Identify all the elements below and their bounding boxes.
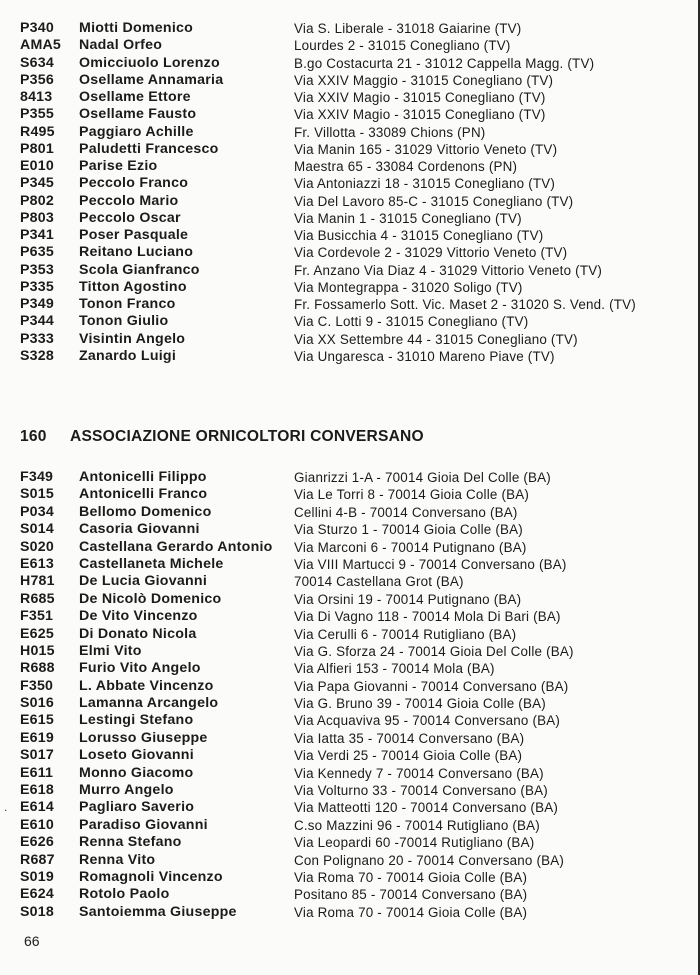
page-number: 66 (24, 933, 40, 949)
member-code: E619 (20, 729, 54, 746)
member-name: Poser Pasquale (79, 227, 189, 243)
member-row (0, 55, 700, 72)
member-name: Zanardo Luigi (79, 347, 177, 364)
member-code: R688 (20, 660, 55, 677)
member-row (0, 331, 700, 348)
member-address: Via Antoniazzi 18 - 31015 Conegliano (TV) (294, 176, 556, 192)
member-address: Via G. Bruno 39 - 70014 Gioia Colle (BA) (294, 696, 546, 712)
member-code: H781 (20, 573, 55, 590)
member-code: E626 (20, 834, 54, 851)
member-row (0, 175, 700, 192)
member-row (0, 539, 700, 556)
member-code: P355 (20, 106, 54, 123)
member-code: S018 (20, 903, 54, 920)
member-row (0, 747, 700, 764)
member-name: Santoiemma Giuseppe (79, 903, 237, 920)
member-name: Elmi Vito (79, 642, 142, 659)
member-row (0, 695, 700, 712)
member-name: Paggiaro Achille (79, 123, 194, 140)
member-list-section-2 (0, 469, 700, 921)
member-address: Via XXIV Magio - 31015 Conegliano (TV) (294, 90, 546, 105)
member-name: Paludetti Francesco (79, 140, 219, 157)
member-code: P803 (20, 209, 54, 226)
member-address: Lourdes 2 - 31015 Conegliano (TV) (294, 38, 511, 54)
member-name: De Vito Vincenzo (79, 608, 198, 625)
member-address: Via Kennedy 7 - 70014 Conversano (BA) (294, 765, 544, 781)
member-name: Lestingi Stefano (79, 712, 194, 729)
member-address: Via Marconi 6 - 70014 Putignano (BA) (294, 539, 527, 555)
member-row (0, 834, 700, 851)
member-code: S016 (20, 695, 54, 712)
member-row (0, 469, 700, 486)
member-address: Via Volturno 33 - 70014 Conversano (BA) (294, 783, 548, 799)
member-name: Tonon Franco (79, 296, 176, 312)
member-address: Fr. Anzano Via Diaz 4 - 31029 Vittorio Veneto (TV) (294, 262, 602, 278)
member-address: Via Cerulli 6 - 70014 Rutigliano (BA) (294, 626, 517, 642)
member-name: Lorusso Giuseppe (79, 729, 208, 746)
member-row (0, 799, 700, 816)
member-row (0, 782, 700, 799)
member-name: Loseto Giovanni (79, 747, 194, 764)
member-name: Parise Ezio (79, 158, 158, 174)
member-code: F350 (20, 677, 54, 694)
member-row (0, 37, 700, 54)
member-code: E615 (20, 712, 54, 729)
member-name: Casoria Giovanni (79, 521, 200, 538)
member-code: P353 (20, 261, 54, 278)
member-row (0, 730, 700, 747)
member-address: Maestra 65 - 33084 Cordenons (PN) (294, 159, 518, 174)
member-code: E010 (20, 158, 54, 174)
member-row (0, 193, 700, 210)
member-row (0, 227, 700, 244)
member-name: Bellomo Domenico (79, 503, 212, 520)
member-name: Miotti Domenico (79, 20, 194, 36)
member-code: P335 (20, 278, 54, 295)
member-name: Castellana Gerardo Antonio (79, 538, 273, 555)
member-row (0, 678, 700, 695)
member-name: L. Abbate Vincenzo (79, 677, 214, 694)
stray-mark: . (4, 800, 8, 814)
member-name: Nadal Orfeo (79, 37, 163, 54)
member-name: Scola Gianfranco (79, 261, 200, 278)
member-row (0, 643, 700, 660)
member-address: Via Iatta 35 - 70014 Conversano (BA) (294, 730, 525, 746)
member-address: Via Manin 165 - 31029 Vittorio Veneto (TV) (294, 141, 558, 157)
member-name: Castellaneta Michele (79, 555, 224, 572)
member-row (0, 20, 700, 37)
member-row (0, 521, 700, 538)
member-name: Peccolo Oscar (79, 209, 181, 226)
member-row (0, 486, 700, 503)
member-address: Gianrizzi 1-A - 70014 Gioia Del Colle (BA) (294, 470, 551, 485)
member-name: Furio Vito Angelo (79, 660, 201, 677)
member-address: Via Acquaviva 95 - 70014 Conversano (BA) (294, 713, 561, 729)
member-address: Via Manin 1 - 31015 Conegliano (TV) (294, 210, 522, 226)
member-name: Renna Stefano (79, 834, 182, 851)
member-row (0, 869, 700, 886)
member-code: P802 (20, 192, 54, 209)
member-code: F351 (20, 608, 54, 625)
section-title: ASSOCIAZIONE ORNICOLTORI CONVERSANO (70, 428, 424, 445)
member-list-section-1 (0, 20, 700, 365)
member-row (0, 591, 700, 608)
member-address: Fr. Villotta - 33089 Chions (PN) (294, 124, 486, 140)
member-code: P801 (20, 140, 54, 157)
member-address: C.so Mazzini 96 - 70014 Rutigliano (BA) (294, 817, 540, 833)
member-code: E611 (20, 764, 54, 781)
member-name: Omicciuolo Lorenzo (79, 54, 220, 71)
member-address: Via C. Lotti 9 - 31015 Conegliano (TV) (294, 314, 529, 330)
member-address: Via Busicchia 4 - 31015 Conegliano (TV) (294, 228, 544, 243)
member-address: Con Polignano 20 - 70014 Conversano (BA) (294, 852, 565, 868)
member-row (0, 313, 700, 330)
member-code: P345 (20, 175, 54, 192)
member-row (0, 886, 700, 903)
member-row (0, 852, 700, 869)
member-row (0, 556, 700, 573)
member-row (0, 279, 700, 296)
member-address: 70014 Castellana Grot (BA) (294, 574, 464, 590)
member-code: E614 (20, 799, 54, 816)
member-address: Via S. Liberale - 31018 Gaiarine (TV) (294, 21, 522, 36)
member-name: Renna Vito (79, 851, 156, 868)
section-number: 160 (20, 428, 47, 445)
member-name: Antonicelli Filippo (79, 469, 207, 485)
member-name: Murro Angelo (79, 782, 174, 799)
member-name: Reitano Luciano (79, 244, 194, 261)
member-name: Peccolo Franco (79, 175, 189, 192)
member-name: De Lucia Giovanni (79, 573, 208, 590)
member-row (0, 765, 700, 782)
member-address: Via Papa Giovanni - 70014 Conversano (BA) (294, 678, 569, 694)
member-address: Via Leopardi 60 -70014 Rutigliano (BA) (294, 835, 535, 851)
member-code: P333 (20, 330, 54, 347)
member-name: Osellame Fausto (79, 106, 197, 123)
member-address: Via XXIV Magio - 31015 Conegliano (TV) (294, 107, 546, 123)
member-name: Romagnoli Vincenzo (79, 868, 223, 885)
member-code: S015 (20, 486, 54, 503)
member-code: R685 (20, 590, 55, 607)
member-row (0, 626, 700, 643)
member-row (0, 712, 700, 729)
member-code: P349 (20, 296, 54, 312)
member-code: E624 (20, 886, 54, 903)
member-address: Via XXIV Maggio - 31015 Conegliano (TV) (294, 72, 554, 88)
member-row (0, 348, 700, 365)
member-row (0, 904, 700, 921)
member-row (0, 141, 700, 158)
member-address: Via Montegrappa - 31020 Soligo (TV) (294, 279, 523, 295)
member-row (0, 504, 700, 521)
member-name: Di Donato Nicola (79, 625, 197, 642)
member-row (0, 262, 700, 279)
member-name: Monno Giacomo (79, 764, 194, 781)
member-code: P356 (20, 71, 54, 88)
member-code: P341 (20, 227, 54, 243)
member-address: Via Matteotti 120 - 70014 Conversano (BA) (294, 800, 559, 816)
member-name: Peccolo Mario (79, 192, 179, 209)
member-address: Via G. Sforza 24 - 70014 Gioia Del Colle (BA) (294, 643, 574, 659)
member-address: Via XX Settembre 44 - 31015 Conegliano (TV) (294, 331, 578, 347)
member-address: Via Roma 70 - 70014 Gioia Colle (BA) (294, 904, 528, 920)
member-code: H015 (20, 642, 55, 659)
member-address: Via Le Torri 8 - 70014 Gioia Colle (BA) (294, 487, 530, 503)
member-address: Via Orsini 19 - 70014 Putignano (BA) (294, 591, 522, 607)
member-name: Titton Agostino (79, 278, 187, 295)
member-address: Positano 85 - 70014 Conversano (BA) (294, 887, 528, 903)
member-name: Tonon Giulio (79, 313, 169, 330)
member-code: P635 (20, 244, 54, 261)
member-address: Via Alfieri 153 - 70014 Mola (BA) (294, 661, 495, 677)
member-address: Via Roma 70 - 70014 Gioia Colle (BA) (294, 869, 528, 885)
member-row (0, 89, 700, 106)
member-row (0, 573, 700, 590)
member-code: S017 (20, 747, 54, 764)
member-address: Via Verdi 25 - 70014 Gioia Colle (BA) (294, 748, 523, 764)
member-code: E618 (20, 782, 54, 799)
member-name: Lamanna Arcangelo (79, 695, 219, 712)
member-address: Fr. Fossamerlo Sott. Vic. Maset 2 - 31020 S. Vend. (TV) (294, 297, 636, 312)
member-row (0, 158, 700, 175)
member-code: E610 (20, 816, 54, 833)
member-address: Via VIII Martucci 9 - 70014 Conversano (BA) (294, 556, 567, 572)
member-name: De Nicolò Domenico (79, 590, 222, 607)
member-code: S019 (20, 868, 54, 885)
member-row (0, 296, 700, 313)
member-name: Pagliaro Saverio (79, 799, 195, 816)
member-name: Osellame Ettore (79, 89, 191, 105)
member-row (0, 106, 700, 123)
member-code: E613 (20, 555, 54, 572)
member-code: P034 (20, 503, 54, 520)
member-code: 8413 (20, 89, 53, 105)
member-address: Via Ungaresca - 31010 Mareno Piave (TV) (294, 348, 555, 364)
member-row (0, 210, 700, 227)
member-address: Via Sturzo 1 - 70014 Gioia Colle (BA) (294, 522, 523, 538)
member-code: AMA5 (20, 37, 62, 54)
member-address: Via Del Lavoro 85-C - 31015 Conegliano (TV) (294, 193, 574, 209)
member-name: Antonicelli Franco (79, 486, 208, 503)
member-code: P340 (20, 20, 54, 36)
member-row (0, 660, 700, 677)
member-code: E625 (20, 625, 54, 642)
member-code: P344 (20, 313, 54, 330)
member-code: R687 (20, 851, 55, 868)
member-address: Via Di Vagno 118 - 70014 Mola Di Bari (BA) (294, 609, 561, 625)
member-code: F349 (20, 469, 54, 485)
member-row (0, 608, 700, 625)
member-row (0, 124, 700, 141)
member-row (0, 72, 700, 89)
member-code: S020 (20, 538, 54, 555)
member-code: S328 (20, 347, 54, 364)
member-address: Cellini 4-B - 70014 Conversano (BA) (294, 504, 518, 520)
member-name: Visintin Angelo (79, 330, 186, 347)
member-address: B.go Costacurta 21 - 31012 Cappella Magg. (TV) (294, 55, 595, 71)
member-code: S014 (20, 521, 54, 538)
member-name: Rotolo Paolo (79, 886, 170, 903)
member-code: S634 (20, 54, 54, 71)
section-heading (20, 427, 424, 447)
member-row (0, 817, 700, 834)
member-code: R495 (20, 123, 55, 140)
member-name: Paradiso Giovanni (79, 816, 208, 833)
member-row (0, 244, 700, 261)
member-name: Osellame Annamaria (79, 71, 224, 88)
member-address: Via Cordevole 2 - 31029 Vittorio Veneto (TV) (294, 245, 568, 261)
